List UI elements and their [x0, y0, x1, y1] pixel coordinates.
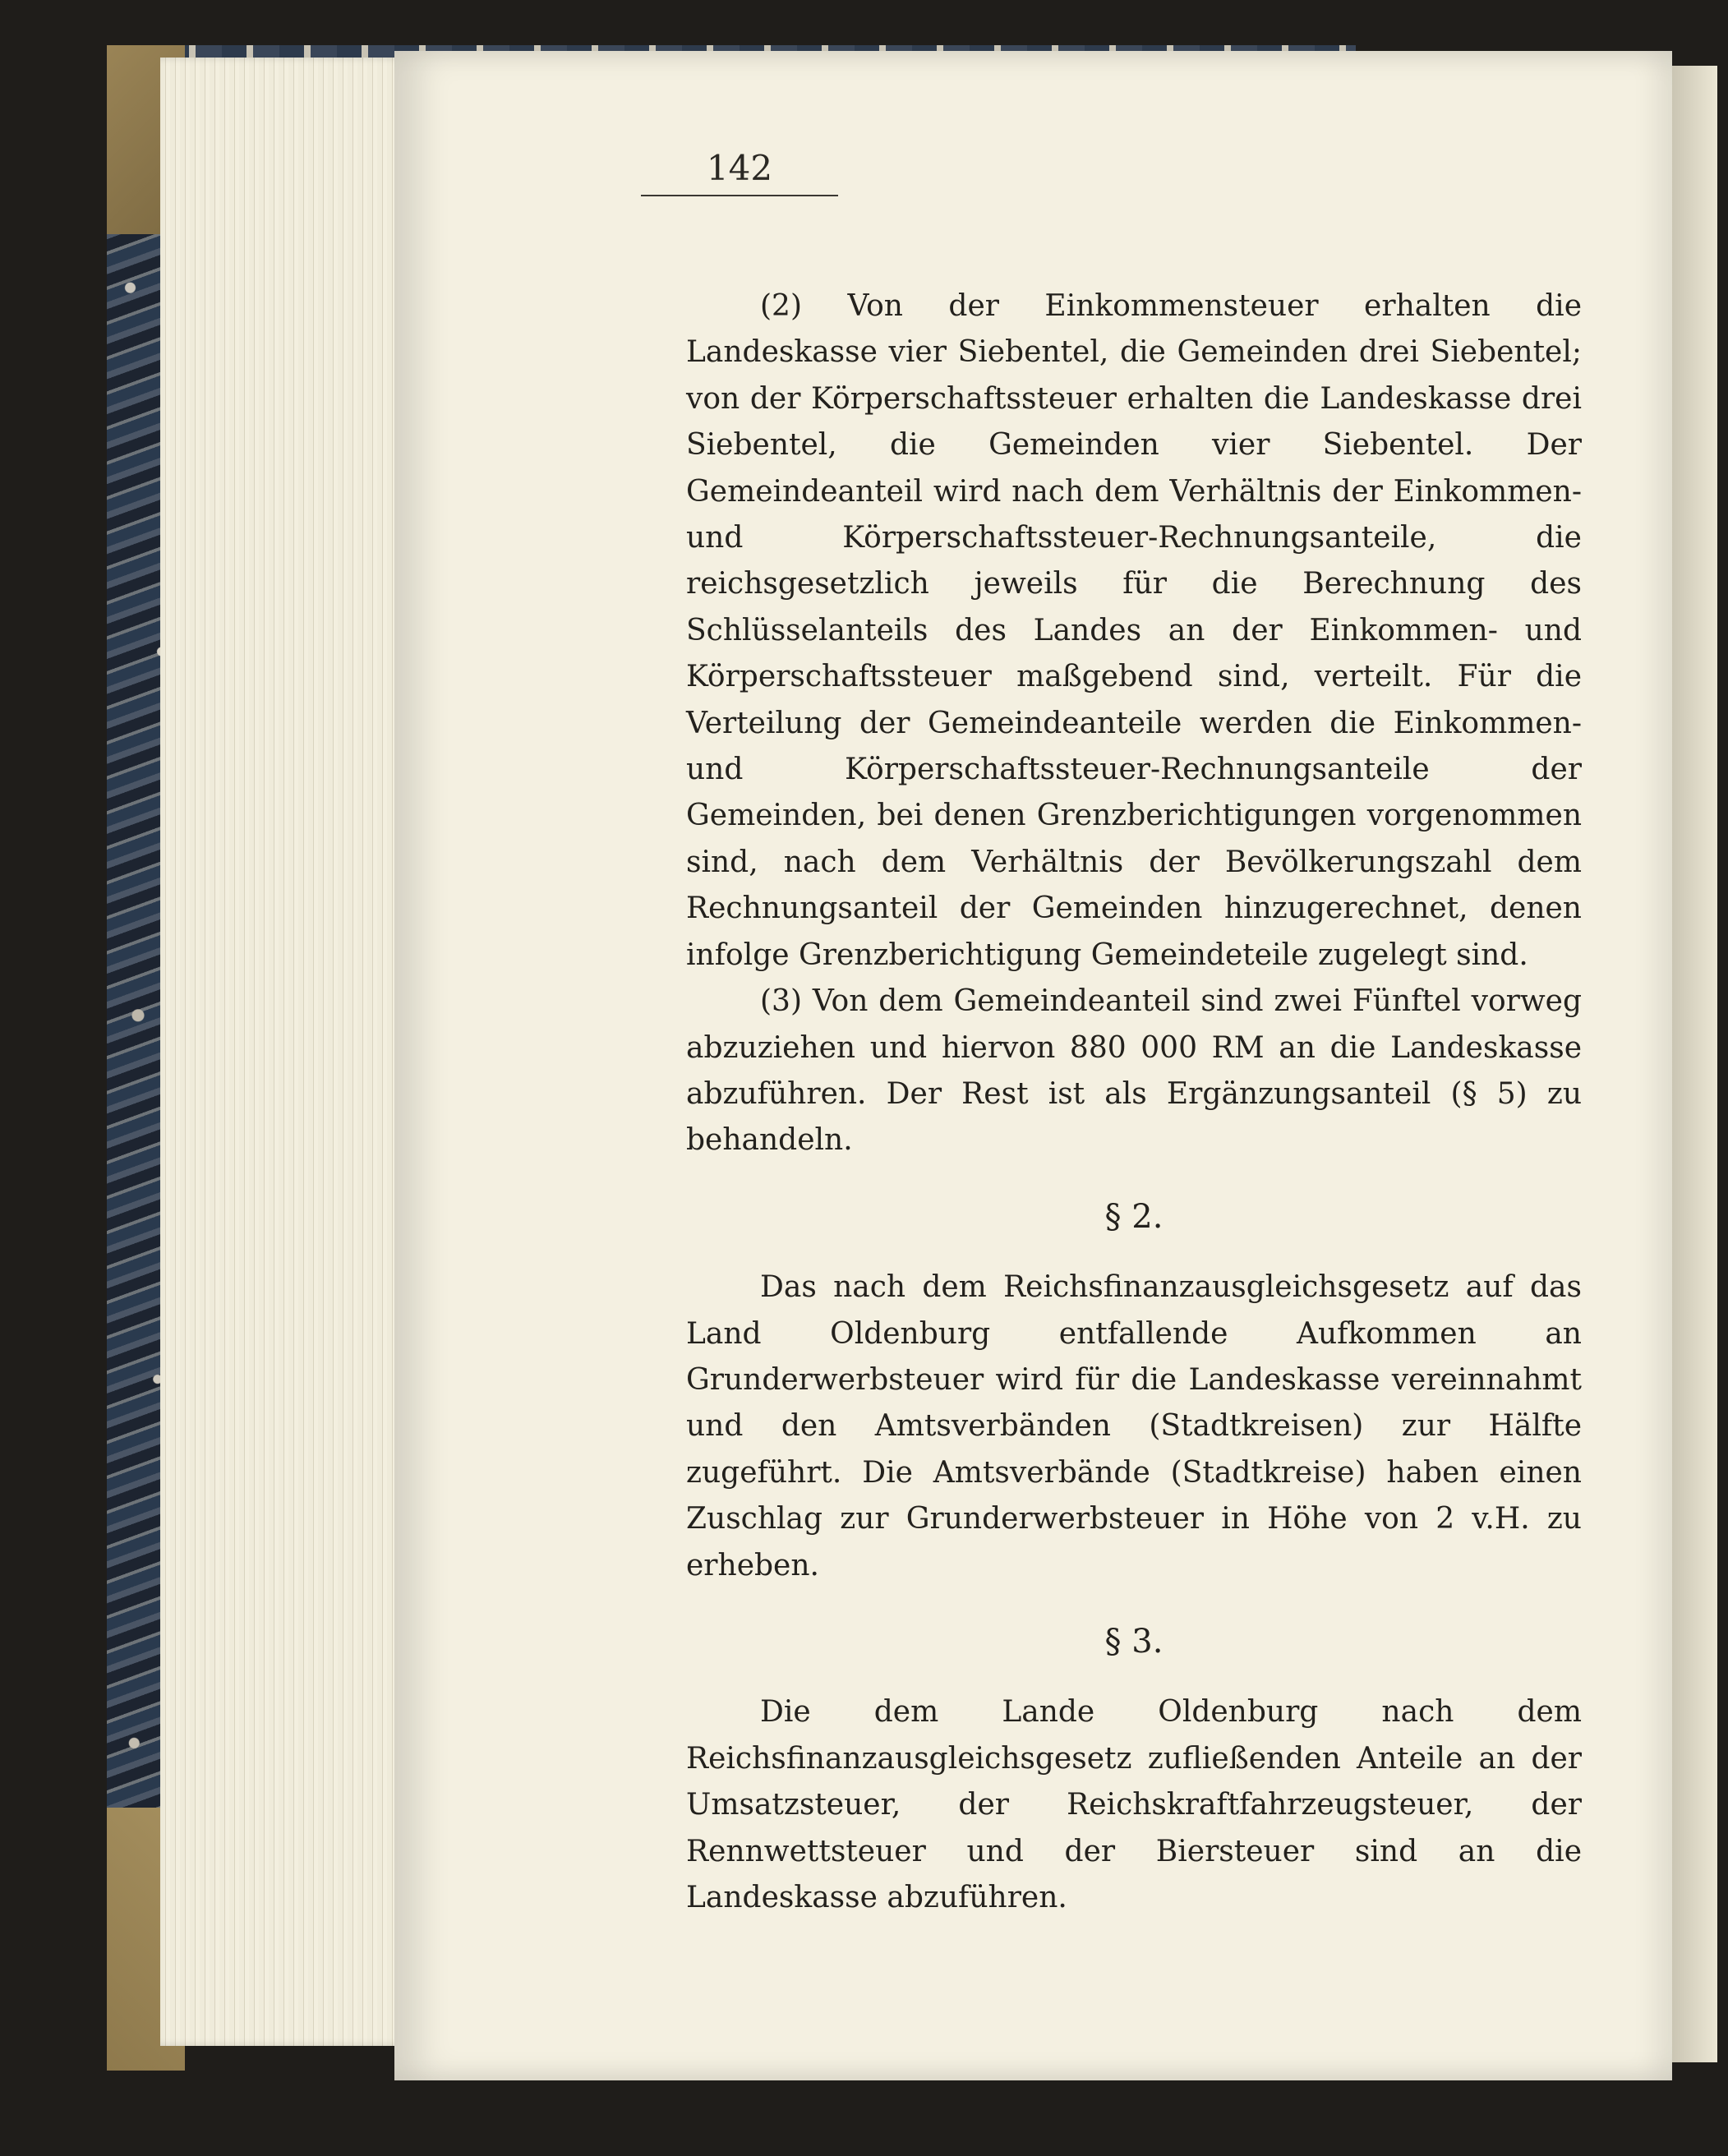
facing-page-edge — [1668, 66, 1717, 2062]
page-body — [686, 283, 1582, 1921]
paragraph-2: (2) Von der Einkommensteuer erhalten die Landeskasse vier Siebentel, die Gemeinden drei Siebentel; von der Körperschaftssteuer erhalten die Landeskasse drei Siebentel, die Gemeinden vier Siebentel. Der Gemeindeanteil wird nach dem Verhältnis der Einkommen- und Körperschaftssteuer-Rechnungsanteile, die reichsgesetzlich jeweils für die Berechnung des Schlüsselanteils des Landes an der Einkommen- und Körperschaftssteuer maßgebend sind, verteilt. Für die Verteilung der Gemeindeanteile werden die Einkommen- und Körperschaftssteuer-Rechnungsanteile der Gemeinden, bei denen Grenzberichtigungen vorgenommen sind, nach dem Verhältnis der Bevölkerungszahl dem Rechnungsanteil der Gemeinden hinzugerechnet, denen infolge Grenzberichtigung Gemeindeteile zugelegt sind. — [686, 289, 1582, 972]
page-number-rule — [641, 195, 838, 196]
section-3-text: Die dem Lande Oldenburg nach dem Reichsfinanzausgleichsgesetz zufließenden Anteile an der Umsatzsteuer, der Reichskraftfahrzeugsteuer, der Rennwettsteuer und der Biersteuer sind an die Landeskasse abzuführen. — [686, 1695, 1582, 1914]
section-3-heading: § 3. — [1104, 1622, 1164, 1661]
page-stack-edges — [160, 58, 407, 2046]
section-2-heading: § 2. — [1104, 1197, 1164, 1236]
section-2-text: Das nach dem Reichsfinanzausgleichsgesetz auf das Land Oldenburg entfallende Aufkommen an Grunderwerbsteuer wird für die Landeskasse vereinnahmt und den Amtsverbänden (Stadtkreisen) zur Hälfte zugeführt. Die Amtsverbände (Stadtkreise) haben einen Zuschlag zur Grunderwerbsteuer in Höhe von 2 v.H. zu erheben. — [686, 1270, 1582, 1582]
page-number: 142 — [706, 148, 773, 188]
paragraph-3: (3) Von dem Gemeindeanteil sind zwei Fünftel vorweg abzuziehen und hiervon 880 000 RM an die Landeskasse abzuführen. Der Rest ist als Ergänzungsanteil (§ 5) zu behandeln. — [686, 984, 1582, 1158]
